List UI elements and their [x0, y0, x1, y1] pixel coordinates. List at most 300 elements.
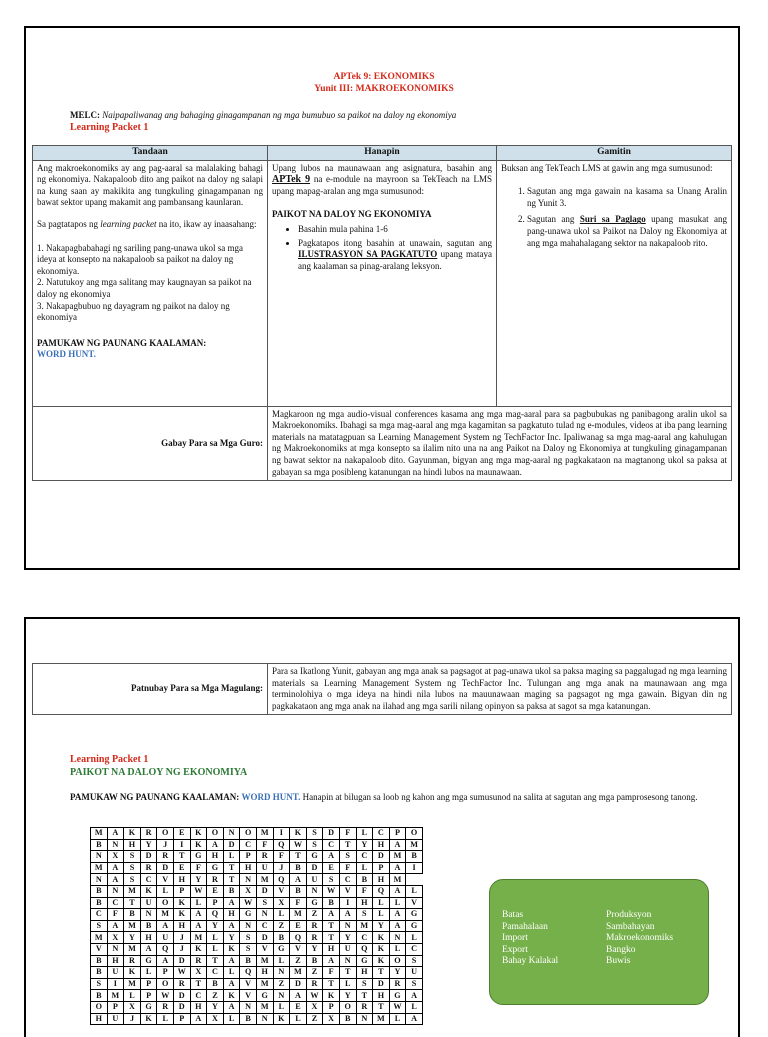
- grid-cell[interactable]: B: [406, 851, 423, 863]
- grid-cell[interactable]: A: [107, 862, 124, 874]
- grid-cell[interactable]: A: [389, 862, 406, 874]
- grid-cell[interactable]: V: [157, 874, 174, 886]
- grid-cell[interactable]: S: [406, 955, 423, 967]
- grid-cell[interactable]: H: [356, 897, 373, 909]
- grid-cell[interactable]: L: [373, 897, 390, 909]
- grid-cell[interactable]: Y: [140, 839, 157, 851]
- grid-cell[interactable]: Q: [273, 839, 290, 851]
- grid-cell[interactable]: M: [91, 862, 108, 874]
- grid-cell[interactable]: S: [91, 920, 108, 932]
- grid-cell[interactable]: Z: [273, 978, 290, 990]
- grid-cell[interactable]: T: [339, 967, 356, 979]
- grid-cell[interactable]: H: [373, 839, 390, 851]
- grid-cell[interactable]: U: [339, 943, 356, 955]
- grid-cell[interactable]: P: [240, 851, 257, 863]
- grid-cell[interactable]: P: [140, 978, 157, 990]
- grid-cell[interactable]: L: [406, 932, 423, 944]
- grid-cell[interactable]: F: [339, 828, 356, 840]
- grid-cell[interactable]: D: [173, 1001, 190, 1013]
- grid-cell[interactable]: L: [389, 1013, 406, 1025]
- grid-cell[interactable]: Q: [273, 874, 290, 886]
- grid-cell[interactable]: N: [256, 1013, 273, 1025]
- grid-cell[interactable]: F: [339, 862, 356, 874]
- grid-cell[interactable]: B: [124, 909, 141, 921]
- grid-cell[interactable]: K: [173, 897, 190, 909]
- grid-cell[interactable]: N: [240, 874, 257, 886]
- grid-cell[interactable]: A: [223, 920, 240, 932]
- grid-cell[interactable]: D: [173, 955, 190, 967]
- grid-cell[interactable]: V: [240, 990, 257, 1002]
- grid-cell[interactable]: A: [406, 990, 423, 1002]
- grid-cell[interactable]: A: [223, 955, 240, 967]
- grid-cell[interactable]: A: [389, 839, 406, 851]
- grid-cell[interactable]: B: [290, 862, 307, 874]
- grid-cell[interactable]: O: [389, 955, 406, 967]
- grid-cell[interactable]: B: [91, 885, 108, 897]
- grid-cell[interactable]: Q: [290, 932, 307, 944]
- grid-cell[interactable]: Z: [273, 920, 290, 932]
- grid-cell[interactable]: V: [273, 885, 290, 897]
- grid-cell[interactable]: N: [107, 943, 124, 955]
- grid-cell[interactable]: R: [157, 851, 174, 863]
- grid-cell[interactable]: M: [406, 839, 423, 851]
- grid-cell[interactable]: J: [273, 862, 290, 874]
- grid-cell[interactable]: K: [124, 828, 141, 840]
- grid-cell[interactable]: K: [223, 990, 240, 1002]
- grid-cell[interactable]: F: [256, 839, 273, 851]
- grid-cell[interactable]: W: [290, 839, 307, 851]
- grid-cell[interactable]: H: [356, 967, 373, 979]
- grid-cell[interactable]: U: [107, 1013, 124, 1025]
- grid-cell[interactable]: X: [240, 885, 257, 897]
- grid-cell[interactable]: Y: [207, 1001, 224, 1013]
- grid-cell[interactable]: C: [107, 897, 124, 909]
- grid-cell[interactable]: A: [323, 909, 340, 921]
- grid-cell[interactable]: M: [91, 932, 108, 944]
- grid-cell[interactable]: H: [240, 862, 257, 874]
- grid-cell[interactable]: H: [373, 874, 390, 886]
- grid-cell[interactable]: P: [173, 1013, 190, 1025]
- grid-cell[interactable]: M: [107, 990, 124, 1002]
- grid-cell[interactable]: M: [389, 874, 406, 886]
- grid-cell[interactable]: A: [207, 839, 224, 851]
- grid-cell[interactable]: N: [223, 828, 240, 840]
- grid-cell[interactable]: K: [373, 932, 390, 944]
- grid-cell[interactable]: R: [306, 978, 323, 990]
- grid-cell[interactable]: H: [140, 932, 157, 944]
- grid-cell[interactable]: T: [323, 932, 340, 944]
- grid-cell[interactable]: M: [356, 920, 373, 932]
- grid-cell[interactable]: B: [306, 955, 323, 967]
- grid-cell[interactable]: S: [124, 851, 141, 863]
- grid-cell[interactable]: A: [290, 990, 307, 1002]
- grid-cell[interactable]: H: [173, 874, 190, 886]
- grid-cell[interactable]: Y: [223, 932, 240, 944]
- grid-cell[interactable]: R: [207, 874, 224, 886]
- grid-cell[interactable]: F: [107, 909, 124, 921]
- grid-cell[interactable]: D: [306, 862, 323, 874]
- grid-cell[interactable]: N: [306, 885, 323, 897]
- grid-cell[interactable]: M: [256, 828, 273, 840]
- grid-cell[interactable]: C: [339, 874, 356, 886]
- grid-cell[interactable]: X: [207, 1013, 224, 1025]
- grid-cell[interactable]: Q: [373, 885, 390, 897]
- grid-cell[interactable]: G: [356, 955, 373, 967]
- grid-cell[interactable]: A: [406, 1013, 423, 1025]
- grid-cell[interactable]: B: [273, 932, 290, 944]
- grid-cell[interactable]: B: [140, 920, 157, 932]
- grid-cell[interactable]: C: [373, 828, 390, 840]
- grid-cell[interactable]: N: [356, 1013, 373, 1025]
- grid-cell[interactable]: J: [173, 943, 190, 955]
- grid-cell[interactable]: D: [140, 851, 157, 863]
- grid-cell[interactable]: T: [373, 967, 390, 979]
- grid-cell[interactable]: T: [223, 862, 240, 874]
- grid-cell[interactable]: N: [256, 909, 273, 921]
- grid-cell[interactable]: N: [273, 990, 290, 1002]
- grid-cell[interactable]: H: [223, 909, 240, 921]
- grid-cell[interactable]: D: [256, 885, 273, 897]
- grid-cell[interactable]: K: [323, 990, 340, 1002]
- grid-cell[interactable]: M: [290, 909, 307, 921]
- grid-cell[interactable]: S: [406, 978, 423, 990]
- grid-cell[interactable]: E: [173, 862, 190, 874]
- grid-cell[interactable]: M: [256, 874, 273, 886]
- grid-cell[interactable]: H: [107, 955, 124, 967]
- grid-cell[interactable]: Y: [339, 932, 356, 944]
- grid-cell[interactable]: L: [373, 909, 390, 921]
- grid-cell[interactable]: G: [240, 909, 257, 921]
- grid-cell[interactable]: O: [157, 828, 174, 840]
- grid-cell[interactable]: F: [273, 851, 290, 863]
- grid-cell[interactable]: Y: [306, 943, 323, 955]
- grid-cell[interactable]: P: [140, 990, 157, 1002]
- grid-cell[interactable]: T: [223, 874, 240, 886]
- grid-cell[interactable]: B: [207, 978, 224, 990]
- grid-cell[interactable]: B: [91, 839, 108, 851]
- grid-cell[interactable]: R: [256, 851, 273, 863]
- grid-cell[interactable]: G: [207, 862, 224, 874]
- grid-cell[interactable]: Y: [389, 967, 406, 979]
- grid-cell[interactable]: A: [290, 874, 307, 886]
- grid-cell[interactable]: K: [373, 943, 390, 955]
- grid-cell[interactable]: X: [323, 1013, 340, 1025]
- grid-cell[interactable]: Y: [373, 920, 390, 932]
- grid-cell[interactable]: L: [273, 909, 290, 921]
- grid-cell[interactable]: C: [91, 909, 108, 921]
- grid-cell[interactable]: G: [256, 990, 273, 1002]
- grid-cell[interactable]: Z: [306, 967, 323, 979]
- grid-cell[interactable]: W: [389, 1001, 406, 1013]
- grid-cell[interactable]: E: [290, 920, 307, 932]
- grid-cell[interactable]: A: [157, 955, 174, 967]
- grid-cell[interactable]: P: [207, 897, 224, 909]
- grid-cell[interactable]: R: [356, 1001, 373, 1013]
- grid-cell[interactable]: B: [223, 885, 240, 897]
- grid-cell[interactable]: N: [91, 851, 108, 863]
- grid-cell[interactable]: L: [406, 1001, 423, 1013]
- grid-cell[interactable]: X: [273, 897, 290, 909]
- grid-cell[interactable]: W: [157, 990, 174, 1002]
- grid-cell[interactable]: O: [406, 828, 423, 840]
- grid-cell[interactable]: U: [306, 874, 323, 886]
- grid-cell[interactable]: V: [91, 943, 108, 955]
- grid-cell[interactable]: R: [190, 955, 207, 967]
- grid-cell[interactable]: T: [323, 920, 340, 932]
- grid-cell[interactable]: A: [339, 909, 356, 921]
- grid-cell[interactable]: O: [240, 828, 257, 840]
- grid-cell[interactable]: M: [124, 978, 141, 990]
- grid-cell[interactable]: K: [140, 885, 157, 897]
- grid-cell[interactable]: M: [124, 920, 141, 932]
- grid-cell[interactable]: A: [323, 955, 340, 967]
- grid-cell[interactable]: T: [290, 851, 307, 863]
- grid-cell[interactable]: B: [240, 1013, 257, 1025]
- grid-cell[interactable]: S: [356, 909, 373, 921]
- grid-cell[interactable]: B: [91, 897, 108, 909]
- grid-cell[interactable]: X: [124, 1001, 141, 1013]
- grid-cell[interactable]: K: [173, 909, 190, 921]
- grid-cell[interactable]: N: [273, 967, 290, 979]
- grid-cell[interactable]: T: [207, 955, 224, 967]
- grid-cell[interactable]: U: [406, 967, 423, 979]
- grid-cell[interactable]: K: [273, 1013, 290, 1025]
- grid-cell[interactable]: L: [207, 943, 224, 955]
- grid-cell[interactable]: W: [190, 885, 207, 897]
- grid-cell[interactable]: A: [223, 1001, 240, 1013]
- grid-cell[interactable]: L: [389, 897, 406, 909]
- grid-cell[interactable]: C: [356, 932, 373, 944]
- grid-cell[interactable]: C: [406, 943, 423, 955]
- grid-cell[interactable]: L: [223, 1013, 240, 1025]
- grid-cell[interactable]: C: [190, 990, 207, 1002]
- grid-cell[interactable]: B: [323, 897, 340, 909]
- grid-cell[interactable]: A: [223, 978, 240, 990]
- grid-cell[interactable]: F: [323, 967, 340, 979]
- grid-cell[interactable]: L: [406, 885, 423, 897]
- grid-cell[interactable]: L: [290, 1013, 307, 1025]
- grid-cell[interactable]: J: [124, 1013, 141, 1025]
- grid-cell[interactable]: M: [256, 978, 273, 990]
- grid-cell[interactable]: X: [306, 1001, 323, 1013]
- grid-cell[interactable]: F: [190, 862, 207, 874]
- grid-cell[interactable]: S: [124, 862, 141, 874]
- grid-cell[interactable]: B: [240, 955, 257, 967]
- grid-cell[interactable]: C: [140, 874, 157, 886]
- grid-cell[interactable]: I: [173, 839, 190, 851]
- grid-cell[interactable]: D: [323, 828, 340, 840]
- grid-cell[interactable]: M: [256, 1001, 273, 1013]
- grid-cell[interactable]: P: [107, 1001, 124, 1013]
- grid-cell[interactable]: K: [223, 943, 240, 955]
- grid-cell[interactable]: X: [107, 932, 124, 944]
- grid-cell[interactable]: G: [140, 955, 157, 967]
- grid-cell[interactable]: W: [323, 885, 340, 897]
- grid-cell[interactable]: S: [306, 828, 323, 840]
- grid-cell[interactable]: X: [107, 851, 124, 863]
- grid-cell[interactable]: K: [373, 955, 390, 967]
- grid-cell[interactable]: I: [339, 897, 356, 909]
- grid-cell[interactable]: A: [389, 920, 406, 932]
- grid-cell[interactable]: R: [173, 978, 190, 990]
- grid-cell[interactable]: N: [107, 839, 124, 851]
- grid-cell[interactable]: M: [91, 828, 108, 840]
- grid-cell[interactable]: A: [107, 920, 124, 932]
- grid-cell[interactable]: C: [256, 920, 273, 932]
- grid-cell[interactable]: Z: [207, 990, 224, 1002]
- grid-cell[interactable]: M: [373, 1013, 390, 1025]
- grid-cell[interactable]: H: [91, 1013, 108, 1025]
- grid-cell[interactable]: K: [190, 943, 207, 955]
- grid-cell[interactable]: S: [306, 839, 323, 851]
- grid-cell[interactable]: P: [389, 828, 406, 840]
- grid-cell[interactable]: L: [190, 897, 207, 909]
- grid-cell[interactable]: J: [173, 932, 190, 944]
- grid-cell[interactable]: F: [290, 897, 307, 909]
- grid-cell[interactable]: Y: [207, 920, 224, 932]
- grid-cell[interactable]: O: [339, 1001, 356, 1013]
- grid-cell[interactable]: M: [389, 851, 406, 863]
- grid-cell[interactable]: V: [240, 978, 257, 990]
- grid-cell[interactable]: M: [290, 967, 307, 979]
- grid-cell[interactable]: A: [190, 1013, 207, 1025]
- grid-cell[interactable]: Z: [290, 955, 307, 967]
- grid-cell[interactable]: A: [157, 920, 174, 932]
- grid-cell[interactable]: H: [207, 851, 224, 863]
- grid-cell[interactable]: D: [290, 978, 307, 990]
- grid-cell[interactable]: G: [406, 909, 423, 921]
- grid-cell[interactable]: R: [306, 932, 323, 944]
- grid-cell[interactable]: I: [406, 862, 423, 874]
- grid-cell[interactable]: E: [323, 862, 340, 874]
- grid-cell[interactable]: B: [91, 955, 108, 967]
- grid-cell[interactable]: F: [356, 885, 373, 897]
- grid-cell[interactable]: N: [389, 932, 406, 944]
- grid-cell[interactable]: N: [339, 955, 356, 967]
- grid-cell[interactable]: G: [306, 851, 323, 863]
- grid-cell[interactable]: E: [290, 1001, 307, 1013]
- grid-cell[interactable]: B: [356, 874, 373, 886]
- grid-cell[interactable]: Y: [124, 932, 141, 944]
- grid-cell[interactable]: Q: [356, 943, 373, 955]
- grid-cell[interactable]: O: [157, 978, 174, 990]
- grid-cell[interactable]: R: [306, 920, 323, 932]
- grid-cell[interactable]: D: [223, 839, 240, 851]
- grid-cell[interactable]: G: [306, 897, 323, 909]
- grid-cell[interactable]: H: [256, 967, 273, 979]
- grid-cell[interactable]: L: [207, 932, 224, 944]
- grid-cell[interactable]: H: [323, 943, 340, 955]
- grid-cell[interactable]: V: [406, 897, 423, 909]
- grid-cell[interactable]: P: [323, 1001, 340, 1013]
- grid-cell[interactable]: P: [173, 885, 190, 897]
- grid-cell[interactable]: D: [157, 862, 174, 874]
- grid-cell[interactable]: A: [140, 943, 157, 955]
- grid-cell[interactable]: A: [107, 828, 124, 840]
- grid-cell[interactable]: H: [190, 1001, 207, 1013]
- grid-cell[interactable]: B: [91, 967, 108, 979]
- grid-cell[interactable]: L: [157, 1013, 174, 1025]
- grid-cell[interactable]: U: [157, 932, 174, 944]
- grid-cell[interactable]: A: [389, 909, 406, 921]
- grid-cell[interactable]: S: [240, 932, 257, 944]
- grid-cell[interactable]: T: [356, 990, 373, 1002]
- grid-cell[interactable]: S: [91, 978, 108, 990]
- grid-cell[interactable]: O: [157, 897, 174, 909]
- grid-cell[interactable]: W: [240, 897, 257, 909]
- grid-cell[interactable]: B: [290, 885, 307, 897]
- grid-cell[interactable]: L: [356, 828, 373, 840]
- grid-cell[interactable]: M: [256, 955, 273, 967]
- grid-cell[interactable]: S: [124, 874, 141, 886]
- grid-cell[interactable]: A: [190, 909, 207, 921]
- grid-cell[interactable]: A: [223, 897, 240, 909]
- grid-cell[interactable]: I: [273, 828, 290, 840]
- grid-cell[interactable]: C: [323, 839, 340, 851]
- grid-cell[interactable]: N: [240, 1001, 257, 1013]
- grid-cell[interactable]: M: [124, 885, 141, 897]
- grid-cell[interactable]: D: [373, 978, 390, 990]
- grid-cell[interactable]: L: [273, 1001, 290, 1013]
- grid-cell[interactable]: Y: [356, 839, 373, 851]
- grid-cell[interactable]: W: [306, 990, 323, 1002]
- grid-cell[interactable]: E: [207, 885, 224, 897]
- grid-cell[interactable]: B: [91, 990, 108, 1002]
- grid-cell[interactable]: R: [157, 1001, 174, 1013]
- grid-cell[interactable]: X: [190, 967, 207, 979]
- grid-cell[interactable]: B: [339, 1013, 356, 1025]
- grid-cell[interactable]: A: [389, 885, 406, 897]
- grid-cell[interactable]: C: [356, 851, 373, 863]
- grid-cell[interactable]: N: [91, 874, 108, 886]
- grid-cell[interactable]: M: [190, 932, 207, 944]
- grid-cell[interactable]: O: [207, 828, 224, 840]
- grid-cell[interactable]: P: [373, 862, 390, 874]
- grid-cell[interactable]: M: [157, 909, 174, 921]
- grid-cell[interactable]: T: [339, 839, 356, 851]
- grid-cell[interactable]: C: [207, 967, 224, 979]
- grid-cell[interactable]: T: [323, 978, 340, 990]
- grid-cell[interactable]: N: [339, 920, 356, 932]
- grid-cell[interactable]: Z: [306, 909, 323, 921]
- grid-cell[interactable]: V: [256, 943, 273, 955]
- grid-cell[interactable]: N: [107, 885, 124, 897]
- grid-cell[interactable]: K: [290, 828, 307, 840]
- grid-cell[interactable]: I: [107, 978, 124, 990]
- grid-cell[interactable]: H: [373, 990, 390, 1002]
- grid-cell[interactable]: L: [356, 862, 373, 874]
- grid-cell[interactable]: G: [406, 920, 423, 932]
- grid-cell[interactable]: U: [107, 967, 124, 979]
- grid-cell[interactable]: S: [240, 943, 257, 955]
- grid-cell[interactable]: G: [190, 851, 207, 863]
- grid-cell[interactable]: K: [124, 967, 141, 979]
- grid-cell[interactable]: L: [223, 967, 240, 979]
- grid-cell[interactable]: O: [91, 1001, 108, 1013]
- grid-cell[interactable]: D: [373, 851, 390, 863]
- grid-cell[interactable]: S: [323, 874, 340, 886]
- grid-cell[interactable]: H: [173, 920, 190, 932]
- grid-cell[interactable]: D: [173, 990, 190, 1002]
- grid-cell[interactable]: Y: [190, 874, 207, 886]
- grid-cell[interactable]: U: [140, 897, 157, 909]
- grid-cell[interactable]: Q: [207, 909, 224, 921]
- grid-cell[interactable]: R: [124, 955, 141, 967]
- grid-cell[interactable]: K: [190, 828, 207, 840]
- grid-cell[interactable]: S: [356, 978, 373, 990]
- grid-cell[interactable]: E: [173, 828, 190, 840]
- grid-cell[interactable]: V: [290, 943, 307, 955]
